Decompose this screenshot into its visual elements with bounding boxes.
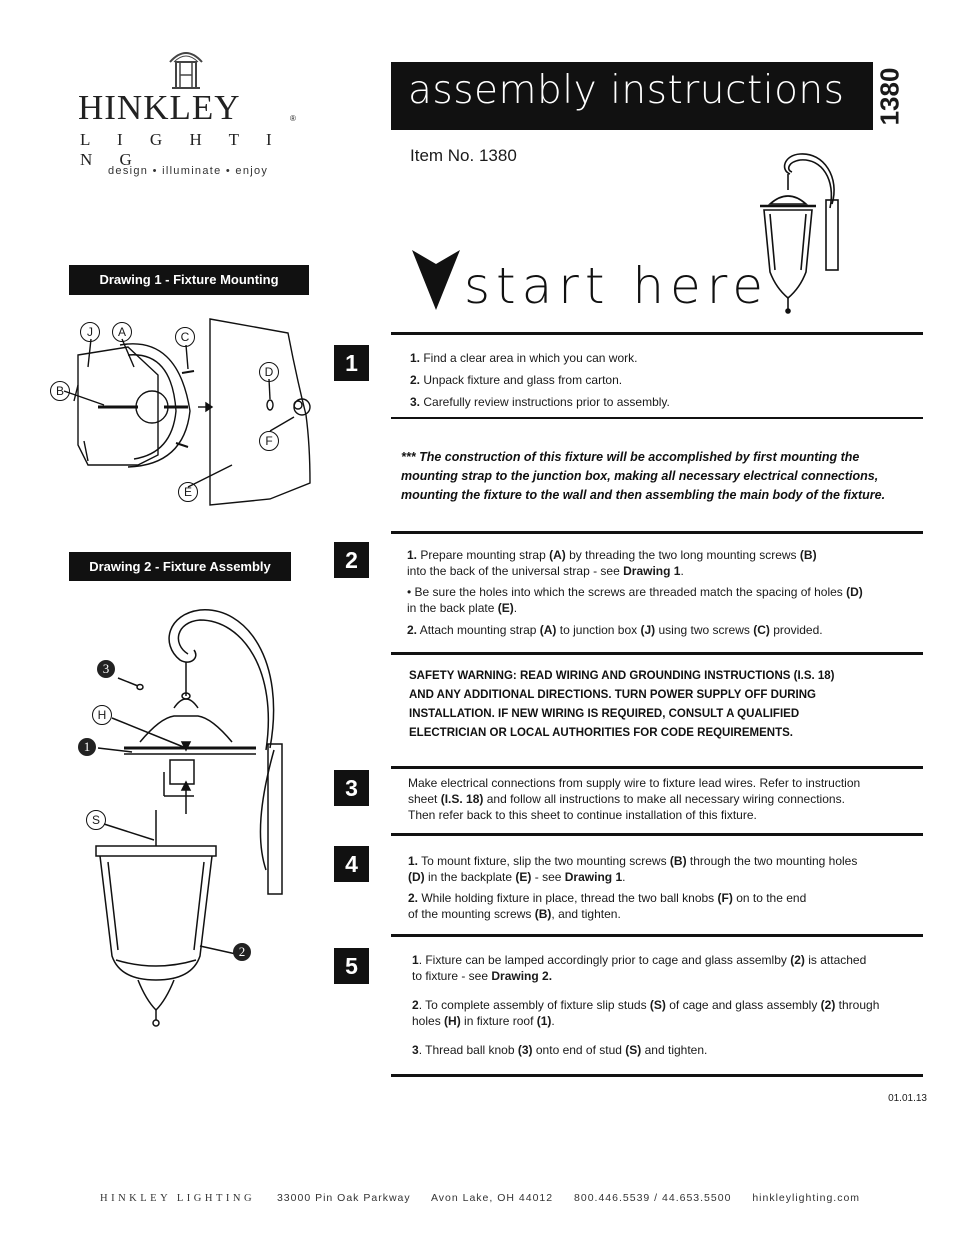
registered-mark: ® [290, 114, 296, 123]
step-1-item [410, 391, 670, 413]
step-2-p3-text: Attach mounting strap [417, 623, 540, 637]
step-2-p3-ref: (C) [753, 623, 770, 637]
step-2-p1-text: Prepare mounting strap [417, 548, 550, 562]
step-5-p3-ref: (S) [625, 1043, 642, 1057]
step-2-p3-text: provided. [769, 623, 823, 637]
step-5-p2-text: through [835, 998, 880, 1012]
rule-step-1 [391, 332, 923, 335]
step-5-p2-num: 2 [412, 998, 419, 1012]
step-4-p2-num: 2. [408, 891, 419, 905]
brand-sub: L I G H T I N G [80, 130, 284, 169]
step-4-p1-text: . [622, 869, 626, 884]
step-2-text [407, 548, 863, 639]
step-4-p2-text: While holding fixture in place, thread the two ball knobs [418, 891, 718, 905]
step-2-number: 2 [334, 542, 369, 578]
step-4-text [408, 854, 857, 922]
drawing-2-label: Drawing 2 - Fixture Assembly [69, 552, 291, 581]
step-2-p3-ref: (J) [640, 623, 656, 637]
step-2-p1-ref: Drawing 1 [623, 563, 681, 578]
step-3-text-part: and follow all instructions to make all necessary wiring connections. [483, 792, 845, 806]
step-1-item-num: 1. [410, 351, 421, 365]
step-4-p2-text: , and tighten. [551, 906, 621, 921]
intro-line: *** The construction of this fixture will be accomplished by first mounting the [401, 450, 860, 464]
intro-line: mounting the fixture to the wall and then assembling the main body of the fixture. [401, 488, 886, 502]
step-5-p2-ref: (1) [536, 1013, 552, 1028]
step-2-p2-ref: (D) [846, 585, 863, 599]
step-1-item [410, 369, 670, 391]
callout-a: A [112, 322, 132, 342]
rule-step-4 [391, 833, 923, 836]
rule-warning [391, 652, 923, 655]
step-5-p3-num: 3 [412, 1043, 419, 1057]
step-4-p1-ref: (B) [669, 854, 687, 868]
title-band [391, 62, 873, 130]
step-2-p3-text: using two screws [655, 623, 754, 637]
warning-line: AND ANY ADDITIONAL DIRECTIONS. TURN POWER SUPPLY OFF DURING [409, 689, 816, 701]
step-1-item-num: 3. [410, 395, 421, 409]
rule-end [391, 1074, 923, 1077]
footer-city: Avon Lake, OH 44012 [430, 1192, 554, 1204]
step-5-p2-text: . To complete assembly of fixture slip studs [418, 998, 650, 1012]
callout-s: S [86, 810, 106, 830]
step-4-number: 4 [334, 846, 369, 882]
warning-line: ELECTRICIAN OR LOCAL AUTHORITIES FOR CODE REQUIREMENTS. [409, 727, 793, 739]
step-5-p2-ref: (H) [444, 1013, 461, 1028]
step-4-p1-text: through the two mounting holes [686, 854, 858, 868]
callout-h: H [92, 705, 112, 725]
callout-b: B [50, 381, 70, 401]
step-5-text [412, 953, 879, 1059]
step-3-line: Make electrical connections from supply wire to fixture lead wires. Refer to instruction [408, 776, 861, 790]
brand-logo [78, 44, 308, 184]
rule-step-1-end [391, 417, 923, 419]
step-4-p2-ref: (F) [717, 891, 733, 905]
step-1-item-num: 2. [410, 373, 421, 387]
item-number: Item No. 1380 [410, 146, 517, 165]
safety-warning [409, 667, 835, 743]
step-5-p2-text: in fixture roof [460, 1013, 537, 1028]
step-4-p2-text: of the mounting screws [408, 906, 535, 921]
step-2-p1-ref: (A) [549, 548, 566, 562]
step-4-p2-text: on to the end [732, 891, 807, 905]
rule-step-3 [391, 766, 923, 769]
warning-line: INSTALLATION. IF NEW WIRING IS REQUIRED, CONSULT A QUALIFIED [409, 708, 800, 720]
step-4-p1-text: To mount fixture, slip the two mounting screws [418, 854, 670, 868]
step-5-p2-ref: (S) [649, 998, 666, 1012]
item-number-vertical [875, 64, 919, 130]
step-4-p1-text: - see [531, 869, 565, 884]
step-3-text-part: sheet [408, 792, 441, 806]
step-2-p3-ref: (A) [539, 623, 557, 637]
step-4-p1-num: 1. [408, 854, 419, 868]
step-1-number: 1 [334, 345, 369, 381]
step-2-p3-text: to junction box [556, 623, 641, 637]
intro-line: mounting strap to the junction box, making all necessary electrical connections, [401, 469, 879, 483]
step-2-p2-text: in the back plate [407, 600, 498, 615]
step-5-p1-text: . Fixture can be lamped accordingly prior to cage and glass assemlby [418, 953, 791, 967]
step-2-p1-text: by threading the two long mounting screws [565, 548, 800, 562]
step-1-text [410, 347, 670, 413]
step-3-ref: (I.S. 18) [440, 792, 484, 806]
step-2-p1-text: into the back of the universal strap - see [407, 563, 624, 578]
step-5-p3-ref: (3) [517, 1043, 533, 1057]
footer-phone: 800.446.5539 / 44.653.5500 [574, 1192, 732, 1204]
step-2-p1-ref: (B) [799, 548, 817, 562]
step-5-p3-text: onto end of stud [532, 1043, 626, 1057]
step-2-p3-num: 2. [407, 623, 418, 637]
start-arrow-icon [412, 250, 460, 310]
revision-date: 01.01.13 [888, 1093, 927, 1104]
step-3-line: Then refer back to this sheet to continue installation of this fixture. [408, 808, 757, 822]
step-5-p1-text: to fixture - see [412, 968, 492, 983]
warning-line: SAFETY WARNING: READ WIRING AND GROUNDING INSTRUCTIONS (I.S. 18) [409, 670, 835, 682]
step-2-p2-ref: (E) [497, 600, 514, 615]
step-5-p2-text: . [551, 1013, 555, 1028]
step-5-p1-num: 1 [412, 953, 419, 967]
step-2-p2-text: . [513, 600, 518, 615]
lantern-logo-icon [166, 44, 206, 90]
drawing-1-label: Drawing 1 - Fixture Mounting [69, 265, 309, 295]
step-4-p2-ref: (B) [534, 906, 552, 921]
callout-j: J [80, 322, 100, 342]
callout-e: E [178, 482, 198, 502]
intro-note [401, 448, 885, 505]
step-4-p1-ref: Drawing 1 [564, 869, 623, 884]
step-5-p2-ref: (2) [820, 998, 836, 1012]
step-5-p2-text: holes [412, 1013, 445, 1028]
step-5-p1-ref: (2) [790, 953, 805, 967]
callout-2: 2 [233, 943, 251, 961]
drawing-1-diagram [48, 315, 328, 515]
item-number-vertical-text: 1380 [874, 67, 905, 126]
step-1-item-text: Unpack fixture and glass from carton. [420, 373, 623, 387]
footer-company: HINKLEY LIGHTING [100, 1193, 256, 1204]
step-1-item-text: Find a clear area in which you can work. [420, 351, 638, 365]
footer [100, 1192, 860, 1204]
step-2-p2-text: • Be sure the holes into which the screws are threaded match the spacing of holes [407, 585, 847, 599]
step-2-p1-text: . [680, 563, 684, 578]
page-title: assembly instructions [408, 68, 845, 113]
callout-1: 1 [78, 738, 96, 756]
step-5-p3-text: . Thread ball knob [418, 1043, 518, 1057]
step-3-number: 3 [334, 770, 369, 806]
rule-step-5 [391, 934, 923, 937]
step-5-p1-ref: Drawing 2. [491, 968, 553, 983]
rule-step-2 [391, 531, 923, 534]
callout-d: D [259, 362, 279, 382]
step-5-p2-text: of cage and glass assembly [665, 998, 821, 1012]
step-1-item-text: Carefully review instructions prior to assembly. [420, 395, 670, 409]
step-2-p1-num: 1. [407, 548, 418, 562]
footer-website: hinkleylighting.com [752, 1192, 861, 1204]
step-4-p1-ref: (D) [408, 869, 425, 884]
step-1-item [410, 347, 670, 369]
step-4-p1-ref: (E) [515, 869, 532, 884]
step-4-p1-text: in the backplate [424, 869, 516, 884]
start-here-heading: start here [464, 257, 770, 315]
brand-tagline: design • illuminate • enjoy [108, 165, 269, 177]
brand-name: HINKLEY [78, 88, 241, 127]
step-5-number: 5 [334, 948, 369, 984]
step-3-text [408, 775, 860, 823]
footer-address: 33000 Pin Oak Parkway [276, 1192, 411, 1204]
callout-3: 3 [97, 660, 115, 678]
callout-c: C [175, 327, 195, 347]
drawing-2-diagram [60, 600, 300, 1040]
callout-f: F [259, 431, 279, 451]
step-5-p3-text: and tighten. [641, 1043, 708, 1057]
step-5-p1-text: is attached [804, 953, 867, 967]
